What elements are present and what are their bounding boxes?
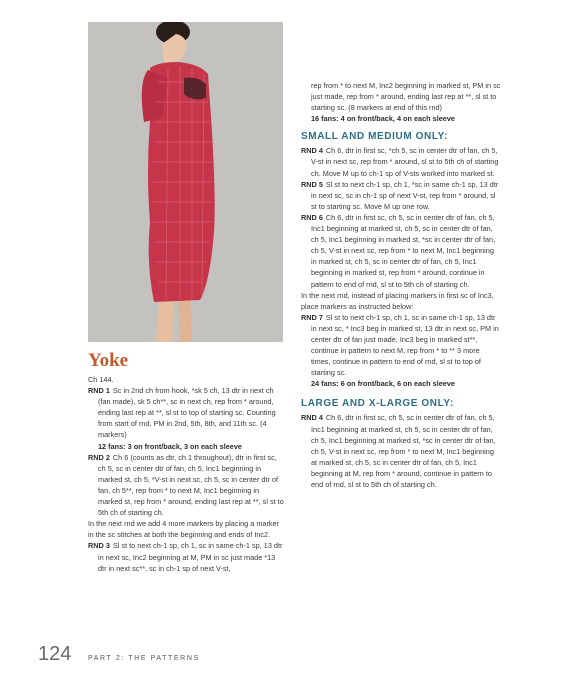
page-number: 124 <box>38 643 72 665</box>
small-medium-heading: SMALL AND MEDIUM ONLY: <box>301 131 449 143</box>
large-xlarge-heading: LARGE AND X-LARGE ONLY: <box>301 398 454 410</box>
rnd1-label: RND 1 <box>88 386 110 396</box>
sm-rnd4 <box>301 145 501 178</box>
yoke-heading: Yoke <box>88 350 129 371</box>
rnd3-fans-count: 16 fans: 4 on front/back, 4 on each sleeve <box>311 114 455 124</box>
yoke-chain: Ch 144. <box>88 375 114 384</box>
sm-rnd7-label: RND 7 <box>301 312 323 322</box>
right-column <box>301 80 501 490</box>
sm-rnd6-label: RND 6 <box>301 212 323 222</box>
rnd3-text: Sl st to next ch-1 sp, ch 1, sc in same ch-1 sp, 13 dtr in next sc, Inc2 beginning at M, PM in sc just made *13 dtr in next sc**, sc in ch-1 sp of next V-st, <box>98 541 283 573</box>
sm-rnd5-label: RND 5 <box>301 179 323 189</box>
model-wearing-red-crochet-dress-photo <box>88 22 283 342</box>
rnd2-text: Ch 6 (counts as dtr, ch 1 throughout), dtr in first sc, ch 5, sc in center dtr of fan, ch 5, Inc1 beginning in marked st, ch 5, *V-st in next sc, ch 5, sc in center dtr of fan, ch 5**, rep from * to next M, Inc1 beginning in marked st, rep from * around, ending last rep at **, sl st to 5th ch of starting ch. <box>98 452 284 518</box>
sm-rnd5 <box>301 179 501 212</box>
markers-note: In the next rnd we add 4 more markers by placing a marker in the sc stitches at both the beginning and ends of Inc2. <box>88 519 280 540</box>
rnd1-text: Sc in 2nd ch from hook, *sk 5 ch, 13 dtr in next ch (fan made), sk 5 ch**, sc in next ch, rep from * around, ending last rep at **, sl st to top of starting sc. Counting from start of rnd, PM in 2nd, 5th, 8th, and 11th sc. (4 markers) <box>98 386 276 440</box>
lg-rnd4-text: Ch 6, dtr in first sc, ch 5, sc in center dtr of fan, ch 5, Inc1 beginning at marked st, ch 5, sc in center dtr of fan, ch 5, Inc1 beginning at marked st, *sc in center dtr of fan, ch 5, V-st in next sc, rep from * to next M, Inc1 beginning at marked st, ch 5, sc in center dtr of fan, ch 5, Inc1 beginning at M, rep from * around, continue in pattern to end of rnd, sl st to 5th ch of starting ch. <box>311 413 496 489</box>
yoke-section <box>88 350 284 574</box>
rnd2-paragraph <box>88 452 284 519</box>
lg-rnd4 <box>301 412 501 490</box>
rnd2-label: RND 2 <box>88 452 110 462</box>
dress-photo <box>88 22 283 342</box>
sm-rnd4-text: Ch 6, dtr in first sc, *ch 5, sc in center dtr of fan, ch 5, V-st in next sc, rep from * around, sl st to 5th ch of starting ch. Move M up to ch-1 sp of V-sts worked into marked st. <box>311 146 499 178</box>
sm-rnd7-text: Sl st to next ch-1 sp, ch 1, sc in same ch-1 sp, 13 dtr in next sc, * Inc3 beg in marked st, 13 dtr in next sc, PM in center dtr of fan just made, Inc3 beg in marked st**, continue in pattern to next M, rep from * to ** 3 more times, continue in pattern to end of rnd, sl st to top of starting sc. <box>311 312 499 378</box>
rnd3-label: RND 3 <box>88 541 110 551</box>
rnd3-paragraph <box>88 540 284 573</box>
running-head: PART 2: THE PATTERNS <box>88 655 200 662</box>
rnd3-continued: rep from * to next M, Inc2 beginning in marked st, PM in sc just made, rep from * around, ending last rep at **, sl st to starting sc. (8 markers at end of this rnd) <box>311 81 501 113</box>
sm-rnd6 <box>301 212 501 290</box>
sm-rnd7 <box>301 312 501 379</box>
lg-rnd4-label: RND 4 <box>301 413 323 423</box>
rnd1-paragraph <box>88 385 284 440</box>
rnd1-fans-count: 12 fans: 3 on front/back, 3 on each sleeve <box>98 441 242 451</box>
sm-fans-count: 24 fans: 6 on front/back, 6 on each sleeve <box>311 379 455 389</box>
sm-rnd5-text: Sl st to next ch-1 sp, ch 1, *sc in same ch-1 sp, 13 dtr in next sc, sc in ch-1 sp of next V-st, rep from * around, sl st to starting sc. Move M up one row. <box>311 179 499 211</box>
sm-markers-note: In the next rnd, instead of placing markers in first sc of Inc3, place markers as instructed below: <box>301 290 494 311</box>
sm-rnd6-text: Ch 6, dtr in first sc, ch 5, sc in center dtr of fan, ch 5, Inc1 beginning at marked st, ch 5, sc in center dtr of fan, ch 5, Inc1 beginning in marked st, *sc in center dtr of fan, ch 5, V-st in next sc, rep from * to next M, Inc1 beginning in marked st, ch 5, sc in center dtr of fan, ch 5, Inc1 beginning in marked st, rep from * around, continue in pattern to end of rnd, sl st to 5th ch of starting ch. <box>311 212 496 289</box>
sm-rnd4-label: RND 4 <box>301 146 323 156</box>
